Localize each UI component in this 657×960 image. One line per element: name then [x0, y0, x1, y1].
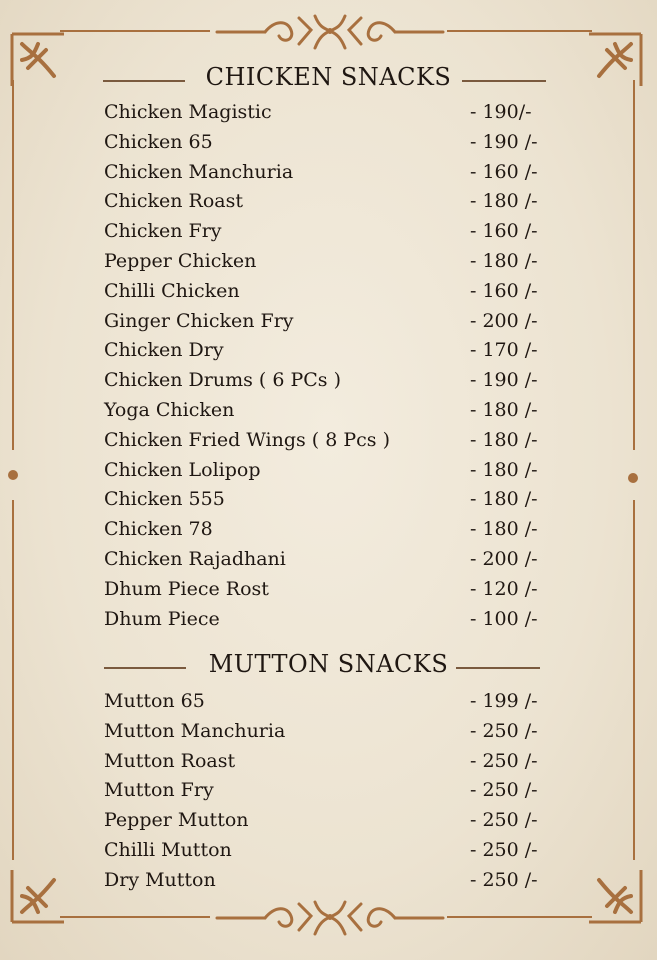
menu-item-row: [0, 779, 657, 809]
menu-item-row: [0, 459, 657, 489]
menu-item-name: Dry Mutton: [104, 868, 216, 891]
menu-item-price: - 250 /-: [470, 839, 538, 861]
menu-item-name: Chicken Fried Wings ( 8 Pcs ): [104, 428, 390, 451]
menu-item-name: Dhum Piece Rost: [104, 577, 269, 600]
menu-item-row: [0, 488, 657, 518]
menu-item-row: [0, 369, 657, 399]
menu-item-name: Mutton 65: [104, 690, 205, 712]
menu-item-row: [0, 518, 657, 548]
chicken-title-rule-right: [462, 80, 546, 82]
menu-item-row: [0, 220, 657, 250]
menu-item-name: Chicken Dry: [104, 339, 224, 362]
menu-item-name: Chicken 65: [104, 130, 213, 153]
menu-item-price: - 190/-: [470, 101, 532, 123]
menu-item-row: [0, 429, 657, 459]
menu-item-name: Mutton Fry: [104, 779, 214, 802]
menu-item-row: [0, 690, 657, 720]
menu-item-row: [0, 608, 657, 638]
menu-item-row: [0, 548, 657, 578]
menu-item-row: [0, 839, 657, 869]
menu-item-name: Mutton Roast: [104, 749, 236, 772]
menu-item-price: - 160 /-: [470, 160, 538, 183]
mutton-title-rule-right: [456, 667, 540, 669]
menu-item-price: - 250 /-: [470, 868, 538, 891]
menu-item-price: - 250 /-: [470, 749, 538, 772]
frame-bottom-right-line: [447, 916, 592, 918]
menu-item-price: - 180 /-: [470, 458, 538, 481]
menu-item-price: - 199 /-: [470, 690, 538, 712]
menu-item-name: Chicken Fry: [104, 220, 222, 243]
menu-item-price: - 200 /-: [470, 309, 538, 332]
menu-item-name: Chicken Manchuria: [104, 160, 294, 183]
frame-top-right-line: [447, 30, 592, 32]
menu-item-name: Mutton Manchuria: [104, 719, 286, 742]
menu-item-name: Pepper Mutton: [104, 809, 249, 832]
menu-item-price: - 160 /-: [470, 279, 538, 302]
menu-item-price: - 190 /-: [470, 369, 538, 392]
menu-item-price: - 120 /-: [470, 577, 538, 600]
chicken-section-title: CHICKEN SNACKS: [205, 63, 452, 91]
menu-item-name: Chilli Mutton: [104, 839, 232, 861]
menu-item-row: [0, 399, 657, 429]
menu-item-row: [0, 250, 657, 280]
frame-top-left-line: [60, 30, 210, 32]
menu-item-row: [0, 809, 657, 839]
menu-item-row: [0, 310, 657, 340]
menu-item-price: - 250 /-: [470, 779, 538, 802]
menu-item-row: [0, 190, 657, 220]
frame-bottom-left-line: [60, 916, 210, 918]
menu-item-price: - 180 /-: [470, 518, 538, 541]
menu-item-price: - 180 /-: [470, 428, 538, 451]
menu-item-name: Yoga Chicken: [104, 399, 235, 421]
menu-item-price: - 180 /-: [470, 399, 538, 421]
menu-item-row: [0, 750, 657, 780]
menu-item-price: - 170 /-: [470, 339, 538, 362]
menu-item-name: Chilli Chicken: [104, 279, 240, 302]
menu-item-price: - 180 /-: [470, 190, 538, 213]
menu-item-row: [0, 161, 657, 191]
menu-item-price: - 160 /-: [470, 220, 538, 243]
menu-item-row: [0, 578, 657, 608]
menu-item-name: Chicken Roast: [104, 190, 243, 213]
bottom-scroll-ornament: [215, 896, 445, 942]
menu-item-row: [0, 720, 657, 750]
menu-item-price: - 250 /-: [470, 809, 538, 832]
menu-item-name: Chicken 78: [104, 518, 213, 541]
menu-item-name: Chicken Drums ( 6 PCs ): [104, 369, 341, 392]
menu-item-price: - 200 /-: [470, 548, 538, 570]
menu-item-price: - 190 /-: [470, 130, 538, 153]
menu-item-row: [0, 339, 657, 369]
menu-item-name: Dhum Piece: [104, 607, 220, 630]
menu-item-name: Ginger Chicken Fry: [104, 309, 294, 332]
menu-item-row: [0, 869, 657, 899]
menu-item-price: - 250 /-: [470, 719, 538, 742]
menu-item-row: [0, 280, 657, 310]
menu-item-price: - 100 /-: [470, 607, 538, 630]
menu-item-name: Chicken Lolipop: [104, 458, 261, 481]
mutton-section-title: MUTTON SNACKS: [208, 650, 449, 678]
menu-item-name: Pepper Chicken: [104, 250, 257, 272]
top-scroll-ornament: [215, 8, 445, 54]
menu-item-row: [0, 131, 657, 161]
menu-item-row: [0, 101, 657, 131]
menu-item-name: Chicken Rajadhani: [104, 548, 286, 570]
menu-item-name: Chicken 555: [104, 488, 225, 511]
menu-item-price: - 180 /-: [470, 250, 538, 272]
menu-item-name: Chicken Magistic: [104, 101, 272, 123]
menu-item-price: - 180 /-: [470, 488, 538, 511]
